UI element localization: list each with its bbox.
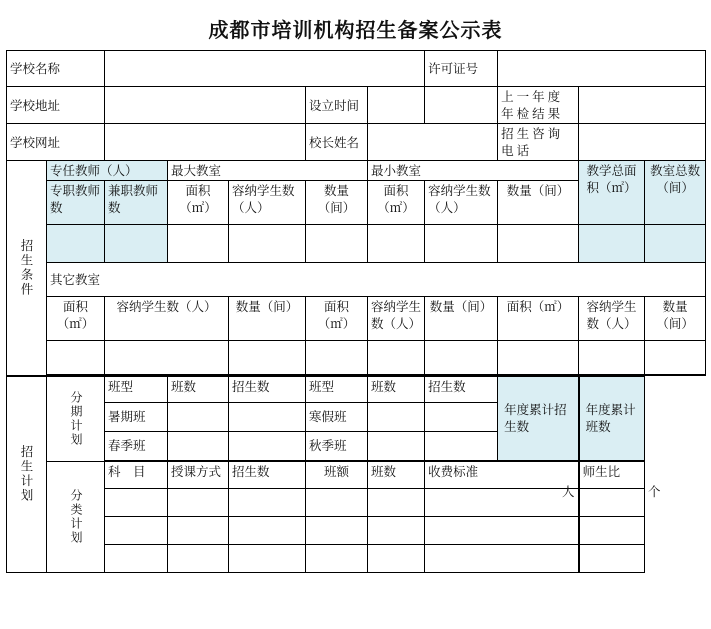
category-row-3-fee[interactable] (425, 544, 579, 572)
max-area-field[interactable] (168, 225, 229, 263)
year-classes-label: 年度累计班数 (579, 376, 645, 460)
quota-header: 班额 (306, 461, 368, 488)
category-row-1-ratio[interactable] (579, 488, 645, 516)
class-type-header-1: 班型 (105, 376, 168, 402)
subject-header: 科 目 (105, 461, 168, 488)
summer-label: 暑期班 (105, 402, 168, 431)
ratio-header: 师生比 (579, 461, 645, 488)
max-count-header: 数量（间） (306, 181, 368, 225)
category-row-2-ratio[interactable] (579, 516, 645, 544)
category-row-2-classes[interactable] (368, 516, 425, 544)
min-area-field[interactable] (368, 225, 425, 263)
category-row-2-enroll[interactable] (229, 516, 306, 544)
room-total-field[interactable] (645, 225, 706, 263)
class-count-header-2: 班数 (368, 376, 425, 402)
enroll-count-header-1: 招生数 (229, 376, 306, 402)
autumn-classes-field[interactable] (368, 431, 425, 460)
min-capacity-field[interactable] (425, 225, 498, 263)
summer-classes-field[interactable] (168, 402, 229, 431)
other-count-header-1: 数量（间） (229, 297, 306, 341)
other-rooms-header: 其它教室 (47, 263, 706, 297)
category-row-2-method[interactable] (168, 516, 229, 544)
class-count-header-3: 班数 (368, 461, 425, 488)
max-capacity-header: 容纳学生数（人） (229, 181, 306, 225)
license-no-field[interactable] (498, 51, 706, 87)
enroll-count-header-3: 招生数 (229, 461, 306, 488)
hotline-label: 招生咨询电话 (498, 124, 579, 161)
category-row-3-subject[interactable] (105, 544, 168, 572)
other-count-header-2: 数量（间） (425, 297, 498, 341)
category-row-1-subject[interactable] (105, 488, 168, 516)
min-capacity-header: 容纳学生数（人） (425, 181, 498, 225)
school-name-label: 学校名称 (7, 51, 105, 87)
last-year-result-field[interactable] (579, 87, 706, 124)
other-count-header-3: 数量（间） (645, 297, 706, 341)
winter-classes-field[interactable] (368, 402, 425, 431)
spring-enroll-field[interactable] (229, 431, 306, 460)
other-area-header-3: 面积（㎡） (498, 297, 579, 341)
address-label: 学校地址 (7, 87, 105, 124)
max-capacity-field[interactable] (229, 225, 306, 263)
room-total-header: 教室总数（间） (645, 161, 706, 225)
address-field[interactable] (105, 87, 306, 124)
category-row-1-quota[interactable] (306, 488, 368, 516)
conditions-section-label: 招生条件 (7, 161, 47, 377)
other-area-header-2: 面积（㎡） (306, 297, 368, 341)
autumn-label: 秋季班 (306, 431, 368, 460)
fee-header: 收费标准 (425, 461, 579, 488)
other-count-field-3[interactable] (645, 341, 706, 375)
other-count-field-1[interactable] (229, 341, 306, 375)
teaching-area-field[interactable] (579, 225, 645, 263)
category-row-2-quota[interactable] (306, 516, 368, 544)
category-row-2-fee[interactable] (425, 516, 579, 544)
other-capacity-field-3[interactable] (579, 341, 645, 375)
spring-label: 春季班 (105, 431, 168, 460)
plan-section-label: 招生计划 (7, 376, 47, 572)
other-area-field-2[interactable] (306, 341, 368, 375)
class-type-header-2: 班型 (306, 376, 368, 402)
max-count-field[interactable] (306, 225, 368, 263)
category-row-1-fee[interactable] (425, 488, 579, 516)
principal-label: 校长姓名 (306, 124, 368, 161)
winter-label: 寒假班 (306, 402, 368, 431)
category-row-3-ratio[interactable] (579, 544, 645, 572)
principal-field[interactable] (368, 124, 498, 161)
other-area-header-1: 面积（㎡） (47, 297, 105, 341)
year-enroll-label: 年度累计招生数 (498, 376, 579, 460)
fulltime-header: 专职教师数 (47, 181, 105, 225)
summer-enroll-field[interactable] (229, 402, 306, 431)
established-field[interactable] (368, 87, 425, 124)
category-row-1-enroll[interactable] (229, 488, 306, 516)
website-label: 学校网址 (7, 124, 105, 161)
by-term-label: 分期计划 (47, 376, 105, 461)
max-room-header: 最大教室 (168, 161, 368, 181)
parttime-header: 兼职教师数 (105, 181, 168, 225)
hotline-field[interactable] (579, 124, 706, 161)
established-field-2[interactable] (425, 87, 498, 124)
other-area-field-1[interactable] (47, 341, 105, 375)
min-count-header: 数量（间） (498, 181, 579, 225)
other-area-field-3[interactable] (498, 341, 579, 375)
fulltime-field[interactable] (47, 225, 105, 263)
other-capacity-field-2[interactable] (368, 341, 425, 375)
registration-table (6, 50, 706, 573)
website-field[interactable] (105, 124, 306, 161)
category-row-3-method[interactable] (168, 544, 229, 572)
year-classes-unit: 个 (648, 484, 661, 499)
school-name-field[interactable] (105, 51, 425, 87)
category-row-3-enroll[interactable] (229, 544, 306, 572)
year-enroll-unit: 人 (562, 484, 575, 499)
category-row-2-subject[interactable] (105, 516, 168, 544)
max-area-header: 面积（㎡） (168, 181, 229, 225)
spring-classes-field[interactable] (168, 431, 229, 460)
other-capacity-header-3: 容纳学生数（人） (579, 297, 645, 341)
other-count-field-2[interactable] (425, 341, 498, 375)
license-no-label: 许可证号 (425, 51, 498, 87)
autumn-enroll-field[interactable] (425, 431, 498, 460)
page-title: 成都市培训机构招生备案公示表 (208, 18, 503, 42)
last-year-result-label: 上一年度年检结果 (498, 87, 579, 124)
category-row-1-method[interactable] (168, 488, 229, 516)
min-area-header: 面积（㎡） (368, 181, 425, 225)
method-header: 授课方式 (168, 461, 229, 488)
teachers-header: 专任教师（人） (47, 161, 168, 181)
class-count-header-1: 班数 (168, 376, 229, 402)
teaching-area-header: 教学总面积（㎡） (579, 161, 645, 225)
by-category-label: 分类计划 (47, 461, 105, 572)
established-label: 设立时间 (306, 87, 368, 124)
other-capacity-field-1[interactable] (105, 341, 229, 375)
winter-enroll-field[interactable] (425, 402, 498, 431)
other-capacity-header-2: 容纳学生数（人） (368, 297, 425, 341)
parttime-field[interactable] (105, 225, 168, 263)
category-row-3-classes[interactable] (368, 544, 425, 572)
min-count-field[interactable] (498, 225, 579, 263)
min-room-header: 最小教室 (368, 161, 579, 181)
enroll-count-header-2: 招生数 (425, 376, 498, 402)
other-capacity-header-1: 容纳学生数（人） (105, 297, 229, 341)
category-row-1-classes[interactable] (368, 488, 425, 516)
category-row-3-quota[interactable] (306, 544, 368, 572)
